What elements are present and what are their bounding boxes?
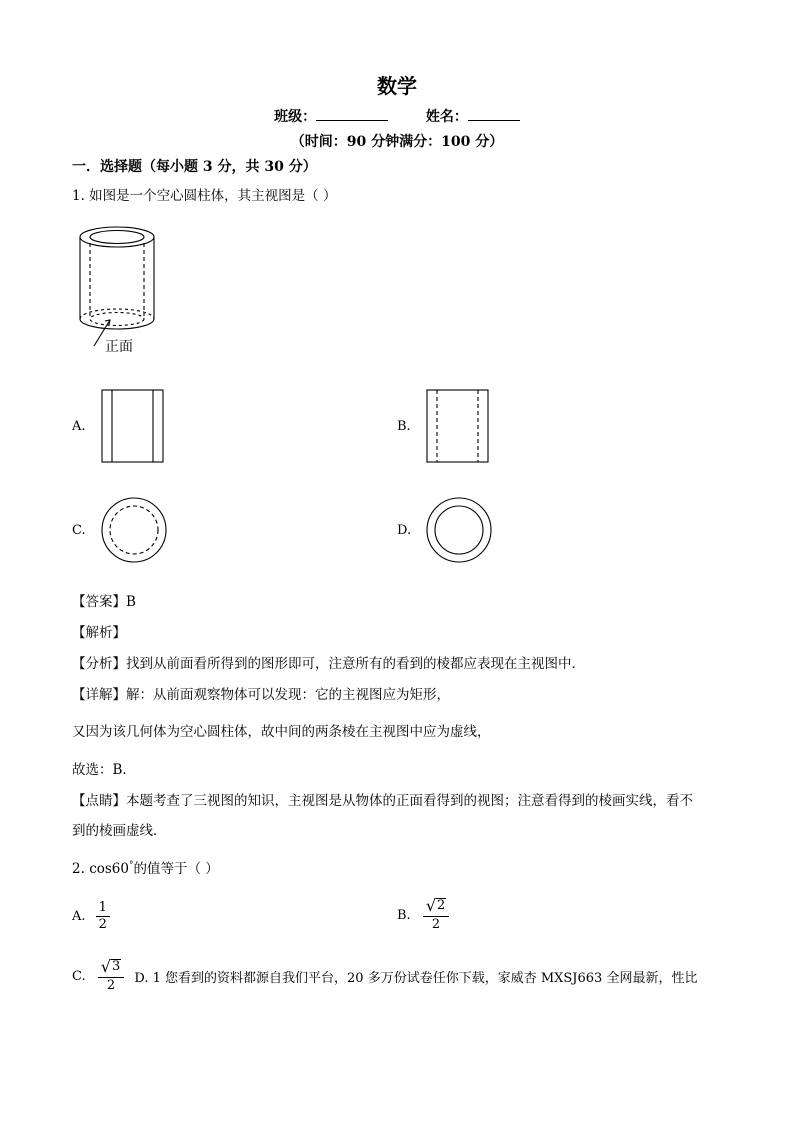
answer-tag: 【答案】 xyxy=(72,594,126,610)
q1-dianjing-line xyxy=(72,789,693,809)
option-b-label[interactable]: B. xyxy=(397,419,411,434)
dianjing-tag: 【点睛】 xyxy=(72,793,126,809)
fraction-numerator xyxy=(98,959,124,978)
fenxi-text: 找到从前面看所得到的图形即可，注意所有的看到的棱都应表现在主视图中． xyxy=(126,656,585,672)
q2-option-b-fraction xyxy=(423,898,449,933)
q1-xiangjie-line xyxy=(72,683,450,703)
fraction-numerator: 1 xyxy=(96,900,110,917)
xiangjie-tag: 【详解】 xyxy=(72,687,126,703)
radical-sign-icon: √ xyxy=(100,957,111,976)
xiangjie-text: 解：从前面观察物体可以发现：它的主视图应为矩形， xyxy=(126,687,450,703)
option-d-label[interactable]: D. xyxy=(397,523,412,538)
option-a-figure[interactable] xyxy=(101,389,164,463)
sqrt-expression xyxy=(426,898,446,914)
q2-degree: ° xyxy=(128,860,134,871)
q2-option-a-label: A. xyxy=(72,909,86,924)
section-heading: 一．选择题（每小题 3 分，共 30 分） xyxy=(72,159,317,175)
sqrt-expression xyxy=(101,959,121,975)
option-c-label[interactable]: C. xyxy=(72,523,86,538)
name-blank[interactable] xyxy=(468,105,520,121)
q2-cos: cos60 xyxy=(89,861,129,877)
radicand: 3 xyxy=(111,959,121,974)
class-label: 班级： xyxy=(274,109,317,125)
radical-sign-icon: √ xyxy=(425,896,437,915)
q2-option-a-fraction xyxy=(96,900,110,933)
option-a-label[interactable]: A. xyxy=(72,419,86,434)
answer-value: B xyxy=(126,594,136,610)
fraction-denominator: 2 xyxy=(106,978,116,993)
fraction-denominator: 2 xyxy=(431,917,441,932)
q1-explanation-line2: 又因为该几何体为空心圆柱体，故中间的两条棱在主视图中应为虚线， xyxy=(72,724,491,740)
fraction-numerator xyxy=(423,898,449,917)
class-blank[interactable] xyxy=(316,105,388,121)
fenxi-tag: 【分析】 xyxy=(72,656,126,672)
q2-stem xyxy=(72,857,219,877)
q2-option-c-line xyxy=(72,959,697,994)
option-c-figure[interactable] xyxy=(100,496,168,564)
page-title: 数学 xyxy=(377,74,417,98)
q2-option-d-text[interactable]: D. 1 您看到的资料都源自我们平台，20 多万份试卷任你下载，家威杏 MXSJ663 全网最新，性比 xyxy=(134,971,698,986)
q2-stem-rest: 的值等于（ ） xyxy=(133,861,219,877)
analysis-tag: 【解析】 xyxy=(72,625,126,641)
q1-answer-line xyxy=(72,590,136,610)
dianjing-text: 本题考查了三视图的知识，主视图是从物体的正面看得到的视图；注意看得到的棱画实线，看不 xyxy=(126,793,693,809)
radicand: 2 xyxy=(437,898,446,913)
q1-stem: 1. 如图是一个空心圆柱体，其主视图是（ ） xyxy=(72,188,337,204)
q1-choose-line: 故选：B． xyxy=(72,762,136,778)
option-b-figure[interactable] xyxy=(426,389,489,463)
q1-dianjing-line2: 到的棱画虚线． xyxy=(72,823,167,839)
q2-option-b[interactable] xyxy=(397,898,449,933)
q2-number: 2. xyxy=(72,861,85,877)
fraction-denominator: 2 xyxy=(98,917,107,932)
q2-option-a[interactable] xyxy=(72,900,110,933)
q1-fenxi-line xyxy=(72,652,585,672)
front-label: 正面 xyxy=(105,339,133,355)
q2-option-c-label[interactable]: C. xyxy=(72,969,86,984)
q2-option-b-label: B. xyxy=(397,908,411,923)
option-d-figure[interactable] xyxy=(425,496,493,564)
time-info: （时间：90 分钟满分：100 分） xyxy=(290,134,504,150)
name-label: 姓名： xyxy=(425,109,468,125)
class-name-line xyxy=(0,105,794,126)
q2-option-c-fraction[interactable] xyxy=(98,959,124,994)
